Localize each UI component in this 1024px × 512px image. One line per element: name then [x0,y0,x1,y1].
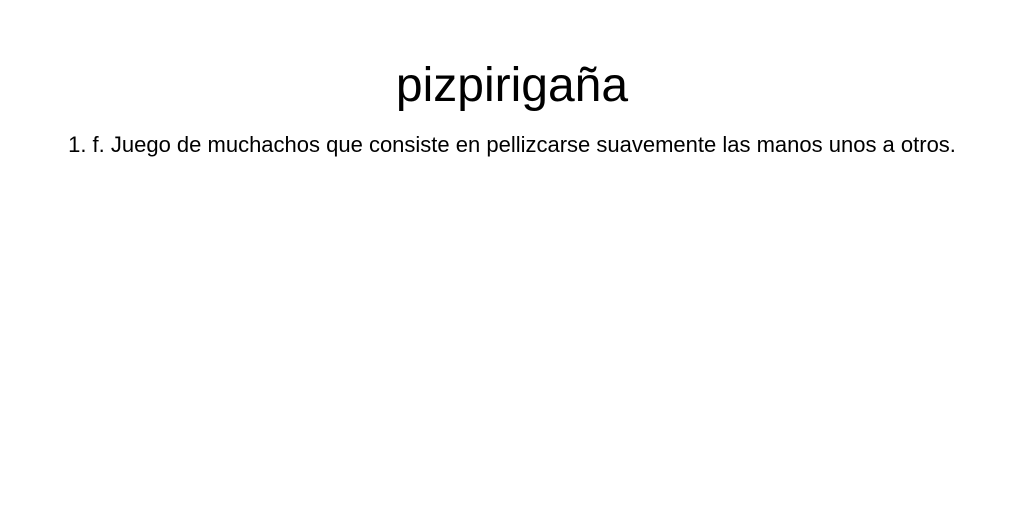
headword: pizpirigaña [395,59,629,112]
dictionary-entry [0,0,1024,164]
definition-text: 1. f. Juego de muchachos que consiste en pellizcarse suavemente las manos unos a otros. [68,132,956,157]
